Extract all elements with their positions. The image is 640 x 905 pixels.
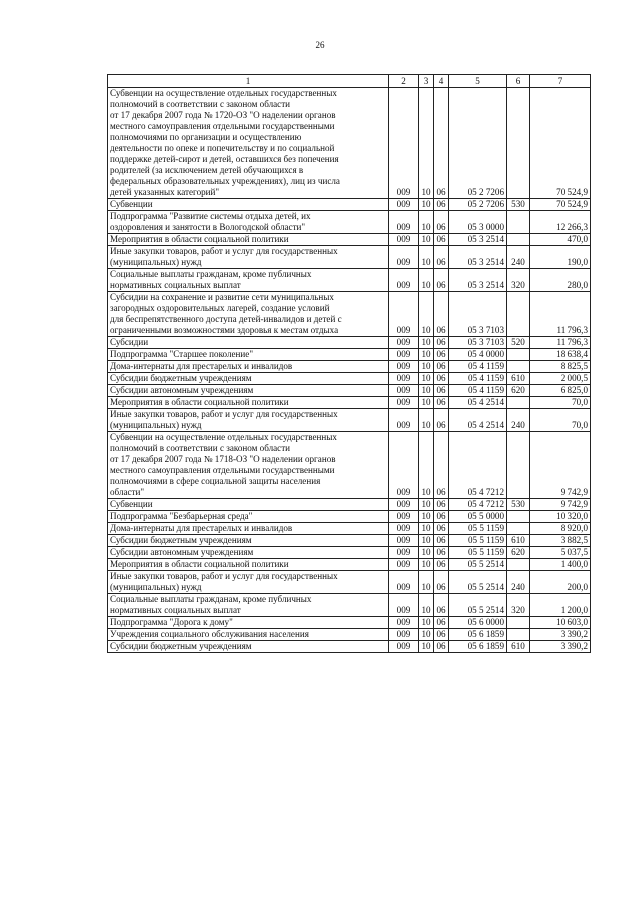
row-ved-code: 009 — [389, 246, 419, 269]
table-row — [108, 385, 591, 397]
budget-table — [107, 74, 591, 653]
row-amount: 70 524,9 — [530, 88, 591, 199]
table-row — [108, 269, 591, 292]
row-target-code: 05 3 0000 — [449, 211, 507, 234]
row-amount: 11 796,3 — [530, 292, 591, 337]
table-row — [108, 523, 591, 535]
row-amount: 9 742,9 — [530, 499, 591, 511]
row-target-code: 05 4 1159 — [449, 385, 507, 397]
table-row — [108, 337, 591, 349]
table-row — [108, 292, 591, 337]
row-expense-type — [507, 629, 530, 641]
row-ved-code: 009 — [389, 337, 419, 349]
row-expense-type — [507, 559, 530, 571]
row-target-code: 05 6 0000 — [449, 617, 507, 629]
row-expense-type — [507, 234, 530, 246]
row-name: Подпрограмма "Старшее поколение" — [108, 349, 389, 361]
header-col-3: 3 — [419, 75, 434, 88]
table-row — [108, 88, 591, 199]
table-row — [108, 199, 591, 211]
table-row — [108, 617, 591, 629]
row-expense-type — [507, 617, 530, 629]
row-name: Субвенции на осуществление отдельных государственных полномочий в соответствии с законом области от 17 декабря 2007 года № 1718-ОЗ "О наделении органов местного самоуправления отдельными государственными полномочиями в сфере социальной защиты населения области" — [108, 432, 389, 499]
row-expense-type: 320 — [507, 269, 530, 292]
row-amount: 470,0 — [530, 234, 591, 246]
row-amount: 3 882,5 — [530, 535, 591, 547]
row-ved-code: 009 — [389, 499, 419, 511]
row-target-code: 05 6 1859 — [449, 629, 507, 641]
row-subsection-code: 06 — [434, 199, 449, 211]
row-subsection-code: 06 — [434, 617, 449, 629]
row-expense-type — [507, 292, 530, 337]
row-target-code: 05 4 2514 — [449, 409, 507, 432]
row-expense-type — [507, 523, 530, 535]
row-expense-type — [507, 397, 530, 409]
row-subsection-code: 06 — [434, 385, 449, 397]
row-ved-code: 009 — [389, 88, 419, 199]
row-subsection-code: 06 — [434, 523, 449, 535]
row-section-code: 10 — [419, 199, 434, 211]
row-name: Субсидии бюджетным учреждениям — [108, 641, 389, 653]
row-subsection-code: 06 — [434, 594, 449, 617]
table-body — [108, 88, 591, 653]
row-section-code: 10 — [419, 432, 434, 499]
row-section-code: 10 — [419, 571, 434, 594]
row-subsection-code: 06 — [434, 559, 449, 571]
row-subsection-code: 06 — [434, 88, 449, 199]
row-target-code: 05 5 2514 — [449, 559, 507, 571]
row-ved-code: 009 — [389, 397, 419, 409]
header-col-6: 6 — [507, 75, 530, 88]
row-ved-code: 009 — [389, 594, 419, 617]
row-target-code: 05 4 1159 — [449, 373, 507, 385]
row-expense-type: 530 — [507, 499, 530, 511]
row-amount: 190,0 — [530, 246, 591, 269]
row-expense-type: 240 — [507, 571, 530, 594]
row-amount: 5 037,5 — [530, 547, 591, 559]
row-target-code: 05 2 7206 — [449, 88, 507, 199]
row-target-code: 05 3 7103 — [449, 337, 507, 349]
row-target-code: 05 5 2514 — [449, 571, 507, 594]
row-target-code: 05 5 0000 — [449, 511, 507, 523]
row-section-code: 10 — [419, 361, 434, 373]
row-ved-code: 009 — [389, 373, 419, 385]
row-section-code: 10 — [419, 269, 434, 292]
row-expense-type — [507, 349, 530, 361]
row-subsection-code: 06 — [434, 269, 449, 292]
row-section-code: 10 — [419, 523, 434, 535]
row-target-code: 05 3 2514 — [449, 234, 507, 246]
row-expense-type: 240 — [507, 246, 530, 269]
row-amount: 12 266,3 — [530, 211, 591, 234]
row-expense-type — [507, 88, 530, 199]
row-subsection-code: 06 — [434, 629, 449, 641]
row-name: Иные закупки товаров, работ и услуг для государственных (муниципальных) нужд — [108, 571, 389, 594]
row-target-code: 05 3 7103 — [449, 292, 507, 337]
table-row — [108, 641, 591, 653]
row-subsection-code: 06 — [434, 571, 449, 594]
row-amount: 1 200,0 — [530, 594, 591, 617]
row-name: Субсидии автономным учреждениям — [108, 547, 389, 559]
row-ved-code: 009 — [389, 349, 419, 361]
row-subsection-code: 06 — [434, 361, 449, 373]
row-expense-type — [507, 361, 530, 373]
row-name: Субсидии автономным учреждениям — [108, 385, 389, 397]
header-col-7: 7 — [530, 75, 591, 88]
row-section-code: 10 — [419, 499, 434, 511]
row-subsection-code: 06 — [434, 511, 449, 523]
row-target-code: 05 4 0000 — [449, 349, 507, 361]
row-subsection-code: 06 — [434, 349, 449, 361]
row-subsection-code: 06 — [434, 432, 449, 499]
row-amount: 10 603,0 — [530, 617, 591, 629]
row-ved-code: 009 — [389, 617, 419, 629]
row-ved-code: 009 — [389, 629, 419, 641]
row-amount: 280,0 — [530, 269, 591, 292]
header-col-2: 2 — [389, 75, 419, 88]
row-amount: 70,0 — [530, 409, 591, 432]
row-name: Дома-интернаты для престарелых и инвалидов — [108, 523, 389, 535]
row-section-code: 10 — [419, 397, 434, 409]
row-expense-type: 240 — [507, 409, 530, 432]
row-name: Подпрограмма "Безбарьерная среда" — [108, 511, 389, 523]
row-target-code: 05 5 1159 — [449, 523, 507, 535]
row-section-code: 10 — [419, 511, 434, 523]
row-ved-code: 009 — [389, 409, 419, 432]
row-target-code: 05 3 2514 — [449, 269, 507, 292]
row-expense-type: 620 — [507, 385, 530, 397]
row-subsection-code: 06 — [434, 547, 449, 559]
table-row — [108, 629, 591, 641]
row-section-code: 10 — [419, 234, 434, 246]
row-ved-code: 009 — [389, 385, 419, 397]
row-amount: 3 390,2 — [530, 629, 591, 641]
row-ved-code: 009 — [389, 511, 419, 523]
row-section-code: 10 — [419, 385, 434, 397]
row-amount: 6 825,0 — [530, 385, 591, 397]
row-amount: 9 742,9 — [530, 432, 591, 499]
row-section-code: 10 — [419, 88, 434, 199]
row-name: Субсидии — [108, 337, 389, 349]
row-expense-type — [507, 432, 530, 499]
row-amount: 8 825,5 — [530, 361, 591, 373]
row-target-code: 05 4 1159 — [449, 361, 507, 373]
row-amount: 18 638,4 — [530, 349, 591, 361]
table-row — [108, 511, 591, 523]
row-target-code: 05 3 2514 — [449, 246, 507, 269]
row-name: Дома-интернаты для престарелых и инвалидов — [108, 361, 389, 373]
table-row — [108, 432, 591, 499]
row-section-code: 10 — [419, 535, 434, 547]
row-name: Субвенции на осуществление отдельных государственных полномочий в соответствии с законом области от 17 декабря 2007 года № 1720-ОЗ "О наделении органов местного самоуправления отдельными государственными полномочиями по организации и осуществлению деятельности по опеке и попечительству и по социальной поддержке детей-сирот и детей, оставшихся без попечения родителей (за исключением детей обучающихся в федеральных образовательных учреждениях), лиц из числа детей указанных категорий" — [108, 88, 389, 199]
row-ved-code: 009 — [389, 559, 419, 571]
row-ved-code: 009 — [389, 571, 419, 594]
row-subsection-code: 06 — [434, 499, 449, 511]
row-name: Подпрограмма "Развитие системы отдыха детей, их оздоровления и занятости в Вологодской области" — [108, 211, 389, 234]
row-ved-code: 009 — [389, 234, 419, 246]
row-name: Субсидии бюджетным учреждениям — [108, 535, 389, 547]
row-subsection-code: 06 — [434, 211, 449, 234]
row-ved-code: 009 — [389, 641, 419, 653]
row-subsection-code: 06 — [434, 641, 449, 653]
row-expense-type: 610 — [507, 535, 530, 547]
row-name: Иные закупки товаров, работ и услуг для государственных (муниципальных) нужд — [108, 409, 389, 432]
row-target-code: 05 5 2514 — [449, 594, 507, 617]
row-ved-code: 009 — [389, 547, 419, 559]
table-row — [108, 397, 591, 409]
row-subsection-code: 06 — [434, 397, 449, 409]
row-ved-code: 009 — [389, 292, 419, 337]
row-expense-type: 520 — [507, 337, 530, 349]
row-section-code: 10 — [419, 617, 434, 629]
row-section-code: 10 — [419, 337, 434, 349]
table-row — [108, 571, 591, 594]
row-subsection-code: 06 — [434, 234, 449, 246]
row-name: Социальные выплаты гражданам, кроме публичных нормативных социальных выплат — [108, 269, 389, 292]
table-row — [108, 547, 591, 559]
row-target-code: 05 4 2514 — [449, 397, 507, 409]
row-name: Субвенции — [108, 499, 389, 511]
row-expense-type: 530 — [507, 199, 530, 211]
table-row — [108, 499, 591, 511]
header-col-4: 4 — [434, 75, 449, 88]
row-name: Субсидии бюджетным учреждениям — [108, 373, 389, 385]
row-amount: 10 320,0 — [530, 511, 591, 523]
row-expense-type: 610 — [507, 373, 530, 385]
header-col-5: 5 — [449, 75, 507, 88]
table-row — [108, 594, 591, 617]
row-ved-code: 009 — [389, 432, 419, 499]
row-amount: 70,0 — [530, 397, 591, 409]
row-ved-code: 009 — [389, 269, 419, 292]
row-name: Иные закупки товаров, работ и услуг для государственных (муниципальных) нужд — [108, 246, 389, 269]
row-name: Субвенции — [108, 199, 389, 211]
row-section-code: 10 — [419, 629, 434, 641]
row-section-code: 10 — [419, 559, 434, 571]
row-name: Учреждения социального обслуживания населения — [108, 629, 389, 641]
table-row — [108, 234, 591, 246]
row-subsection-code: 06 — [434, 337, 449, 349]
row-section-code: 10 — [419, 349, 434, 361]
row-target-code: 05 4 7212 — [449, 499, 507, 511]
row-amount: 200,0 — [530, 571, 591, 594]
table-row — [108, 559, 591, 571]
header-col-1: 1 — [108, 75, 389, 88]
row-amount: 3 390,2 — [530, 641, 591, 653]
row-section-code: 10 — [419, 547, 434, 559]
row-name: Подпрограмма "Дорога к дому" — [108, 617, 389, 629]
table-row — [108, 246, 591, 269]
row-target-code: 05 5 1159 — [449, 535, 507, 547]
row-section-code: 10 — [419, 246, 434, 269]
row-subsection-code: 06 — [434, 373, 449, 385]
page-number: 26 — [315, 40, 325, 50]
row-expense-type: 320 — [507, 594, 530, 617]
row-expense-type: 620 — [507, 547, 530, 559]
row-target-code: 05 5 1159 — [449, 547, 507, 559]
row-amount: 1 400,0 — [530, 559, 591, 571]
row-expense-type — [507, 211, 530, 234]
row-section-code: 10 — [419, 594, 434, 617]
row-ved-code: 009 — [389, 211, 419, 234]
row-subsection-code: 06 — [434, 535, 449, 547]
row-expense-type — [507, 511, 530, 523]
row-name: Субсидии на сохранение и развитие сети муниципальных загородных оздоровительных лагерей, создание условий для беспрепятственного доступа детей-инвалидов и детей с ограниченными возможностями здоровья к местам отдыха — [108, 292, 389, 337]
row-section-code: 10 — [419, 292, 434, 337]
row-section-code: 10 — [419, 409, 434, 432]
row-target-code: 05 2 7206 — [449, 199, 507, 211]
row-target-code: 05 4 7212 — [449, 432, 507, 499]
row-section-code: 10 — [419, 373, 434, 385]
row-ved-code: 009 — [389, 199, 419, 211]
row-amount: 70 524,9 — [530, 199, 591, 211]
row-name: Мероприятия в области социальной политики — [108, 397, 389, 409]
table-row — [108, 361, 591, 373]
row-amount: 11 796,3 — [530, 337, 591, 349]
row-ved-code: 009 — [389, 361, 419, 373]
row-subsection-code: 06 — [434, 292, 449, 337]
row-expense-type: 610 — [507, 641, 530, 653]
table-row — [108, 373, 591, 385]
table-row — [108, 349, 591, 361]
table-row — [108, 409, 591, 432]
row-name: Мероприятия в области социальной политики — [108, 559, 389, 571]
row-section-code: 10 — [419, 211, 434, 234]
row-subsection-code: 06 — [434, 246, 449, 269]
row-amount: 8 920,0 — [530, 523, 591, 535]
table-header-row — [108, 75, 591, 88]
row-name: Мероприятия в области социальной политики — [108, 234, 389, 246]
row-name: Социальные выплаты гражданам, кроме публичных нормативных социальных выплат — [108, 594, 389, 617]
row-target-code: 05 6 1859 — [449, 641, 507, 653]
row-subsection-code: 06 — [434, 409, 449, 432]
row-amount: 2 000,5 — [530, 373, 591, 385]
row-section-code: 10 — [419, 641, 434, 653]
row-ved-code: 009 — [389, 535, 419, 547]
table-row — [108, 535, 591, 547]
row-ved-code: 009 — [389, 523, 419, 535]
table-row — [108, 211, 591, 234]
